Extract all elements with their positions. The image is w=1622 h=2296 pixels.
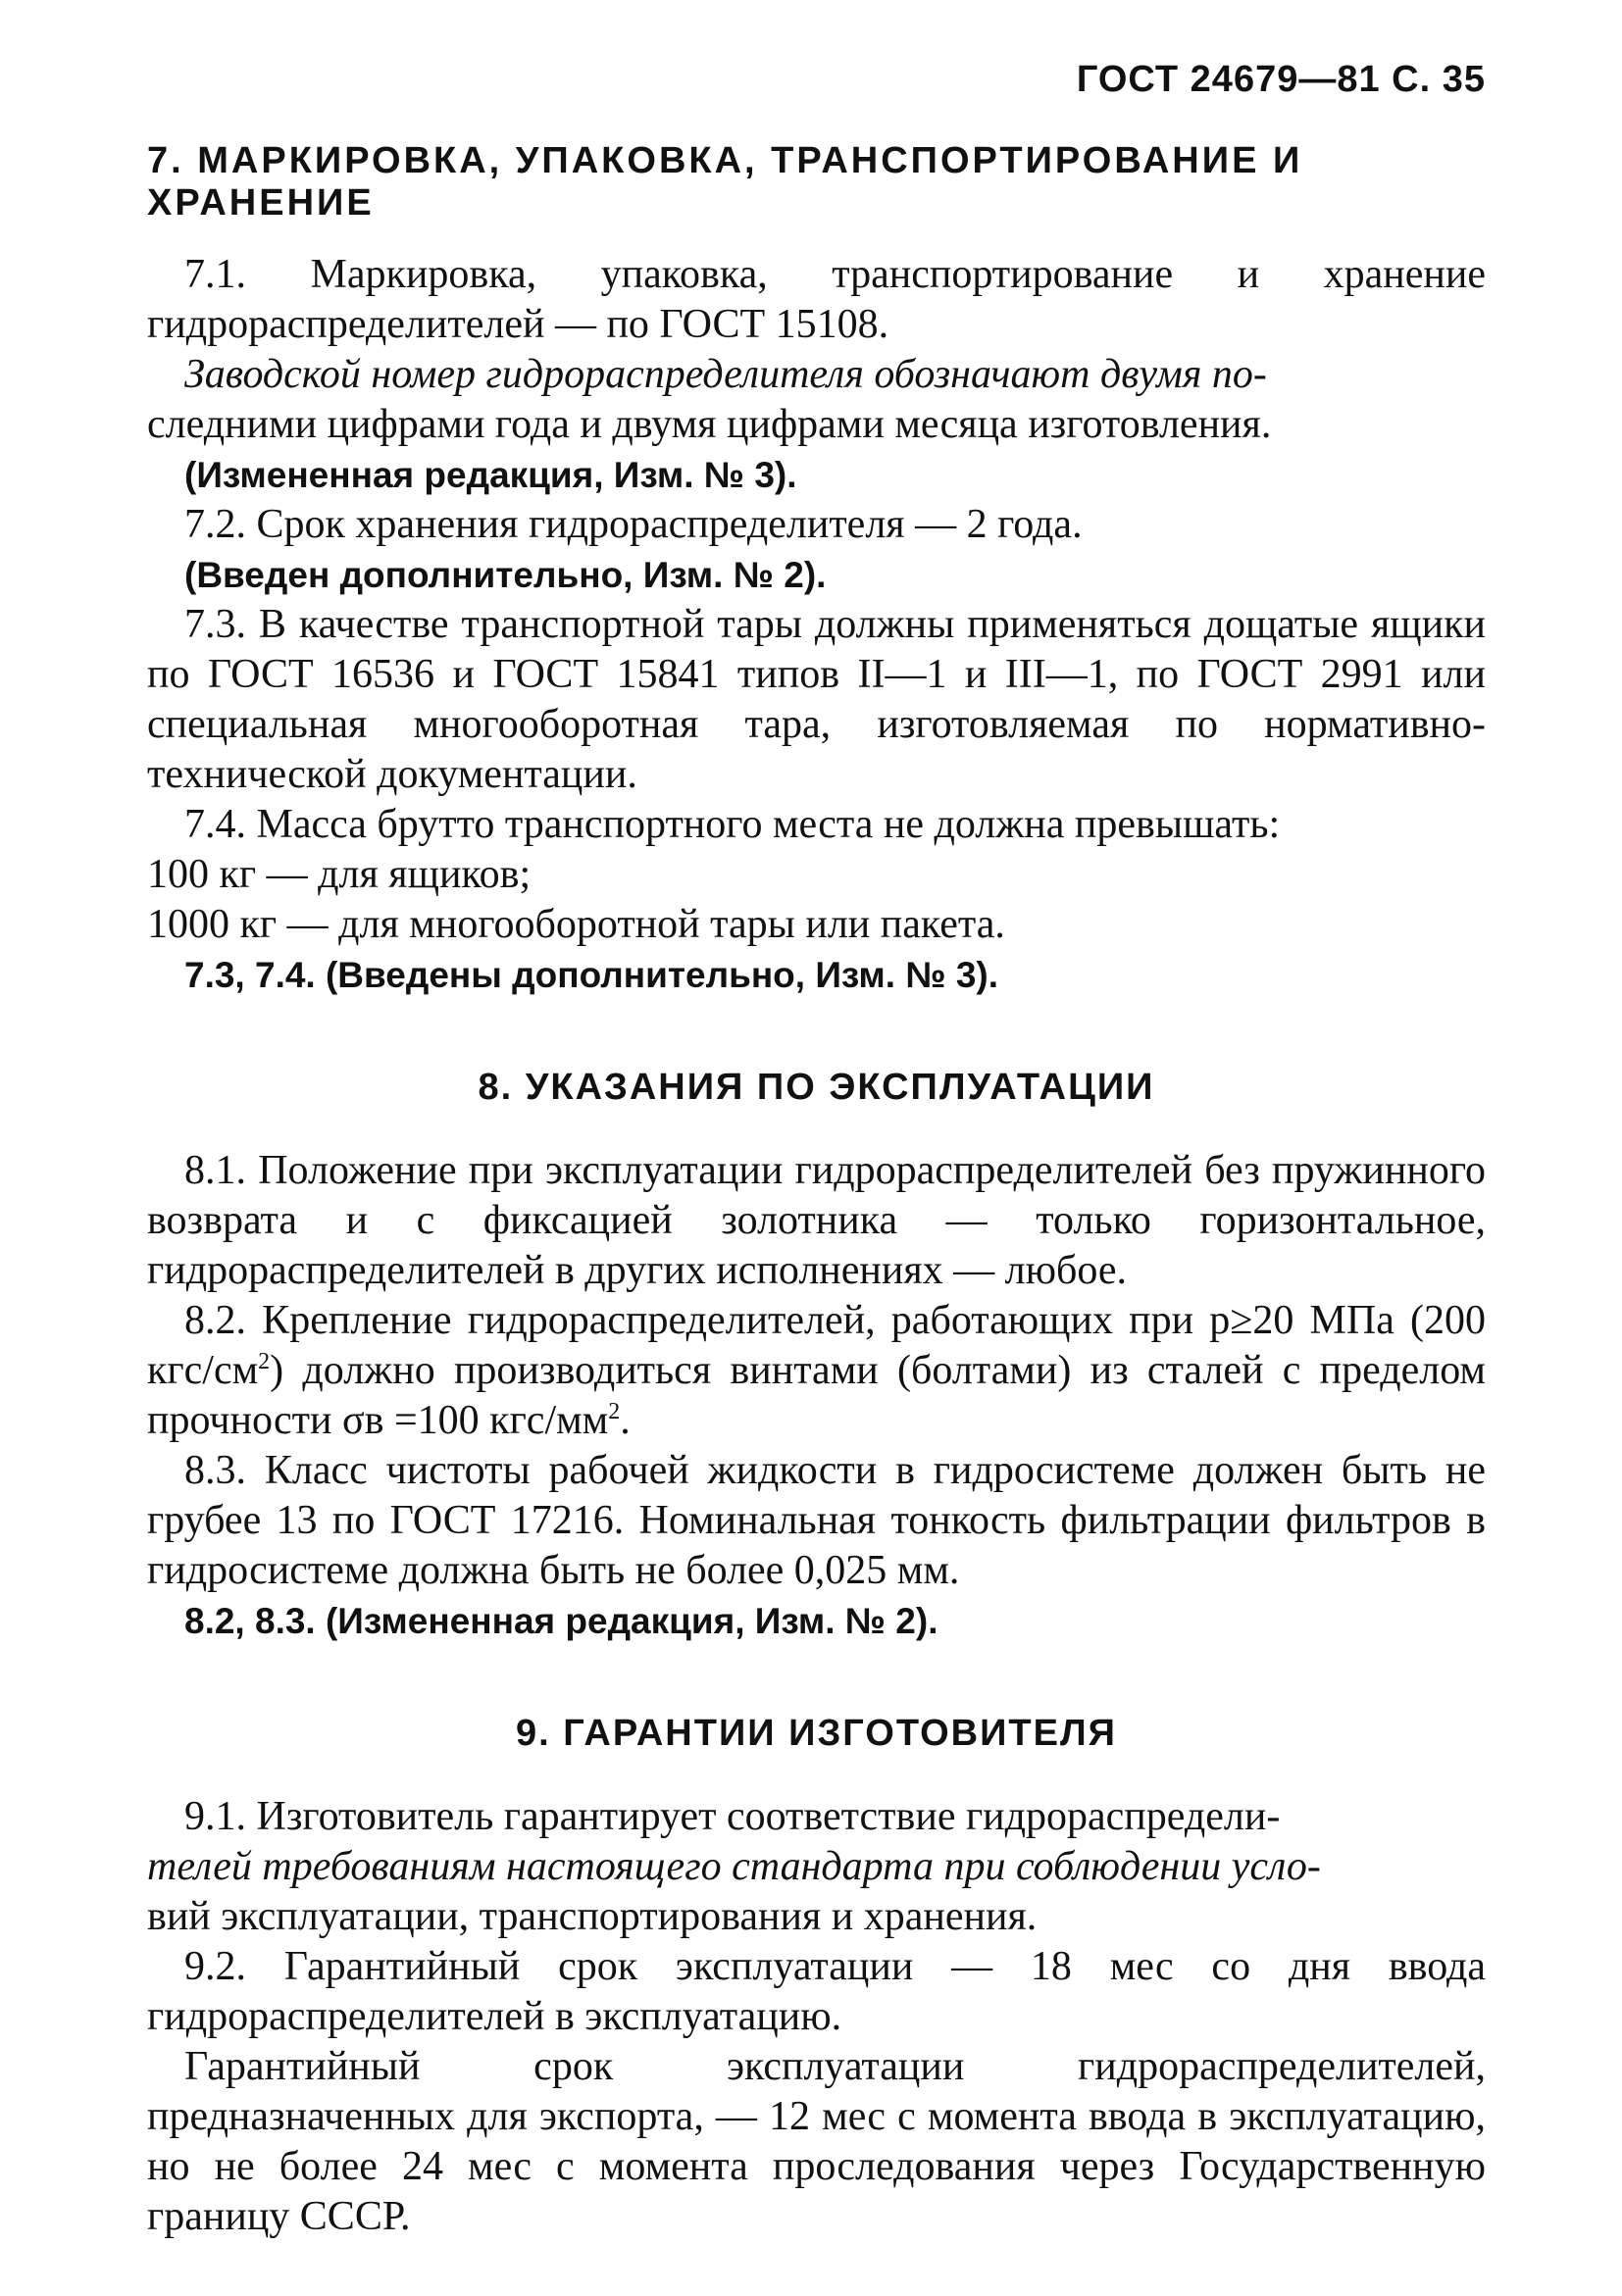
serial-number-italic-text: Заводской номер гидрораспределителя обозначают двумя по- (184, 352, 1267, 397)
paragraph-7-3: 7.3. В качестве транспортной тары должны применяться дощатые ящики по ГОСТ 16536 и ГОСТ 15841 типов II—1 и III—1, по ГОСТ 2991 или специальная многооборотная тара, изготовляемая по нормативно-технической документации. (147, 602, 1486, 797)
page-header: ГОСТ 24679—81 С. 35 (1076, 59, 1486, 100)
paragraph-9-1-line-3: вий эксплуатации, транспортирования и хранения. (147, 1894, 1038, 1939)
section-7-title: 7. МАРКИРОВКА, УПАКОВКА, ТРАНСПОРТИРОВАНИЕ И ХРАНЕНИЕ (147, 140, 1303, 224)
amendment-note-7-2: (Введен дополнительно, Изм. № 2). (184, 555, 827, 595)
paragraph-9-1-italic-line: телей требованиям настоящего стандарта при соблюдении усло- (147, 1844, 1321, 1889)
paragraph-9-1-line-1: 9.1. Изготовитель гарантирует соответствие гидрораспредели- (184, 1794, 1281, 1839)
amendment-note-8-2-8-3: 8.2, 8.3. (Измененная редакция, Изм. № 2). (184, 1601, 938, 1641)
paragraph-9-2: 9.2. Гарантийный срок эксплуатации — 18 мес со дня ввода гидрораспределителей в эксплуатацию. (147, 1944, 1486, 2039)
amendment-note-7-3-7-4: 7.3, 7.4. (Введены дополнительно, Изм. № 3). (184, 955, 999, 995)
paragraph-9-1 (147, 1792, 1486, 1942)
paragraph-8-2 (147, 1296, 1486, 1446)
serial-number-text: следними цифрами года и двумя цифрами месяца изготовления. (147, 402, 1272, 447)
paragraph-7-4-containers: 1000 кг — для многооборотной тары или пакета. (147, 902, 1005, 947)
superscript-2-first: 2 (258, 1349, 271, 1374)
section-8-title: 8. УКАЗАНИЯ ПО ЭКСПЛУАТАЦИИ (478, 1067, 1155, 1108)
paragraph-8-2-part-1: 8.2. Крепление гидрораспределителей, работающих при p≥20 МПа (200 кгс/см (147, 1298, 1486, 1393)
paragraph-7-4-boxes: 100 кг — для ящиков; (147, 852, 532, 897)
paragraph-8-1: 8.1. Положение при эксплуатации гидрораспределителей без пружинного возврата и с фиксацией золотника — только горизонтальное, гидрораспределителей в других исполнениях — любое. (147, 1148, 1486, 1293)
superscript-2-second: 2 (608, 1399, 621, 1424)
section-9-title: 9. ГАРАНТИИ ИЗГОТОВИТЕЛЯ (516, 1713, 1117, 1754)
document-page (147, 59, 1486, 2242)
paragraph-7-1-serial-number (147, 350, 1486, 450)
paragraph-7-4: 7.4. Масса брутто транспортного места не должна превышать: (184, 802, 1281, 847)
paragraph-7-2: 7.2. Срок хранения гидрораспределителя — 2 года. (184, 502, 1083, 547)
paragraph-8-3: 8.3. Класс чистоты рабочей жидкости в гидросистеме должен быть не грубее 13 по ГОСТ 17216. Номинальная тонкость фильтрации фильтров в гидросистеме должна быть не более 0,025 мм. (147, 1448, 1486, 1593)
paragraph-9-2-export: Гарантийный срок эксплуатации гидрораспределителей, предназначенных для экспорта, — 12 мес с момента ввода в эксплуатацию, но не более 24 мес с момента проследования через Государственную границу СССР. (147, 2044, 1486, 2239)
paragraph-7-1: 7.1. Маркировка, упаковка, транспортирование и хранение гидрораспределителей — по ГОСТ 15108. (147, 252, 1486, 347)
amendment-note-7-1: (Измененная редакция, Изм. № 3). (184, 455, 797, 495)
paragraph-8-2-part-2: ) должно производиться винтами (болтами) из сталей с пределом прочности σв =100 кгс/мм (147, 1348, 1486, 1443)
paragraph-8-2-part-3: . (620, 1398, 631, 1443)
